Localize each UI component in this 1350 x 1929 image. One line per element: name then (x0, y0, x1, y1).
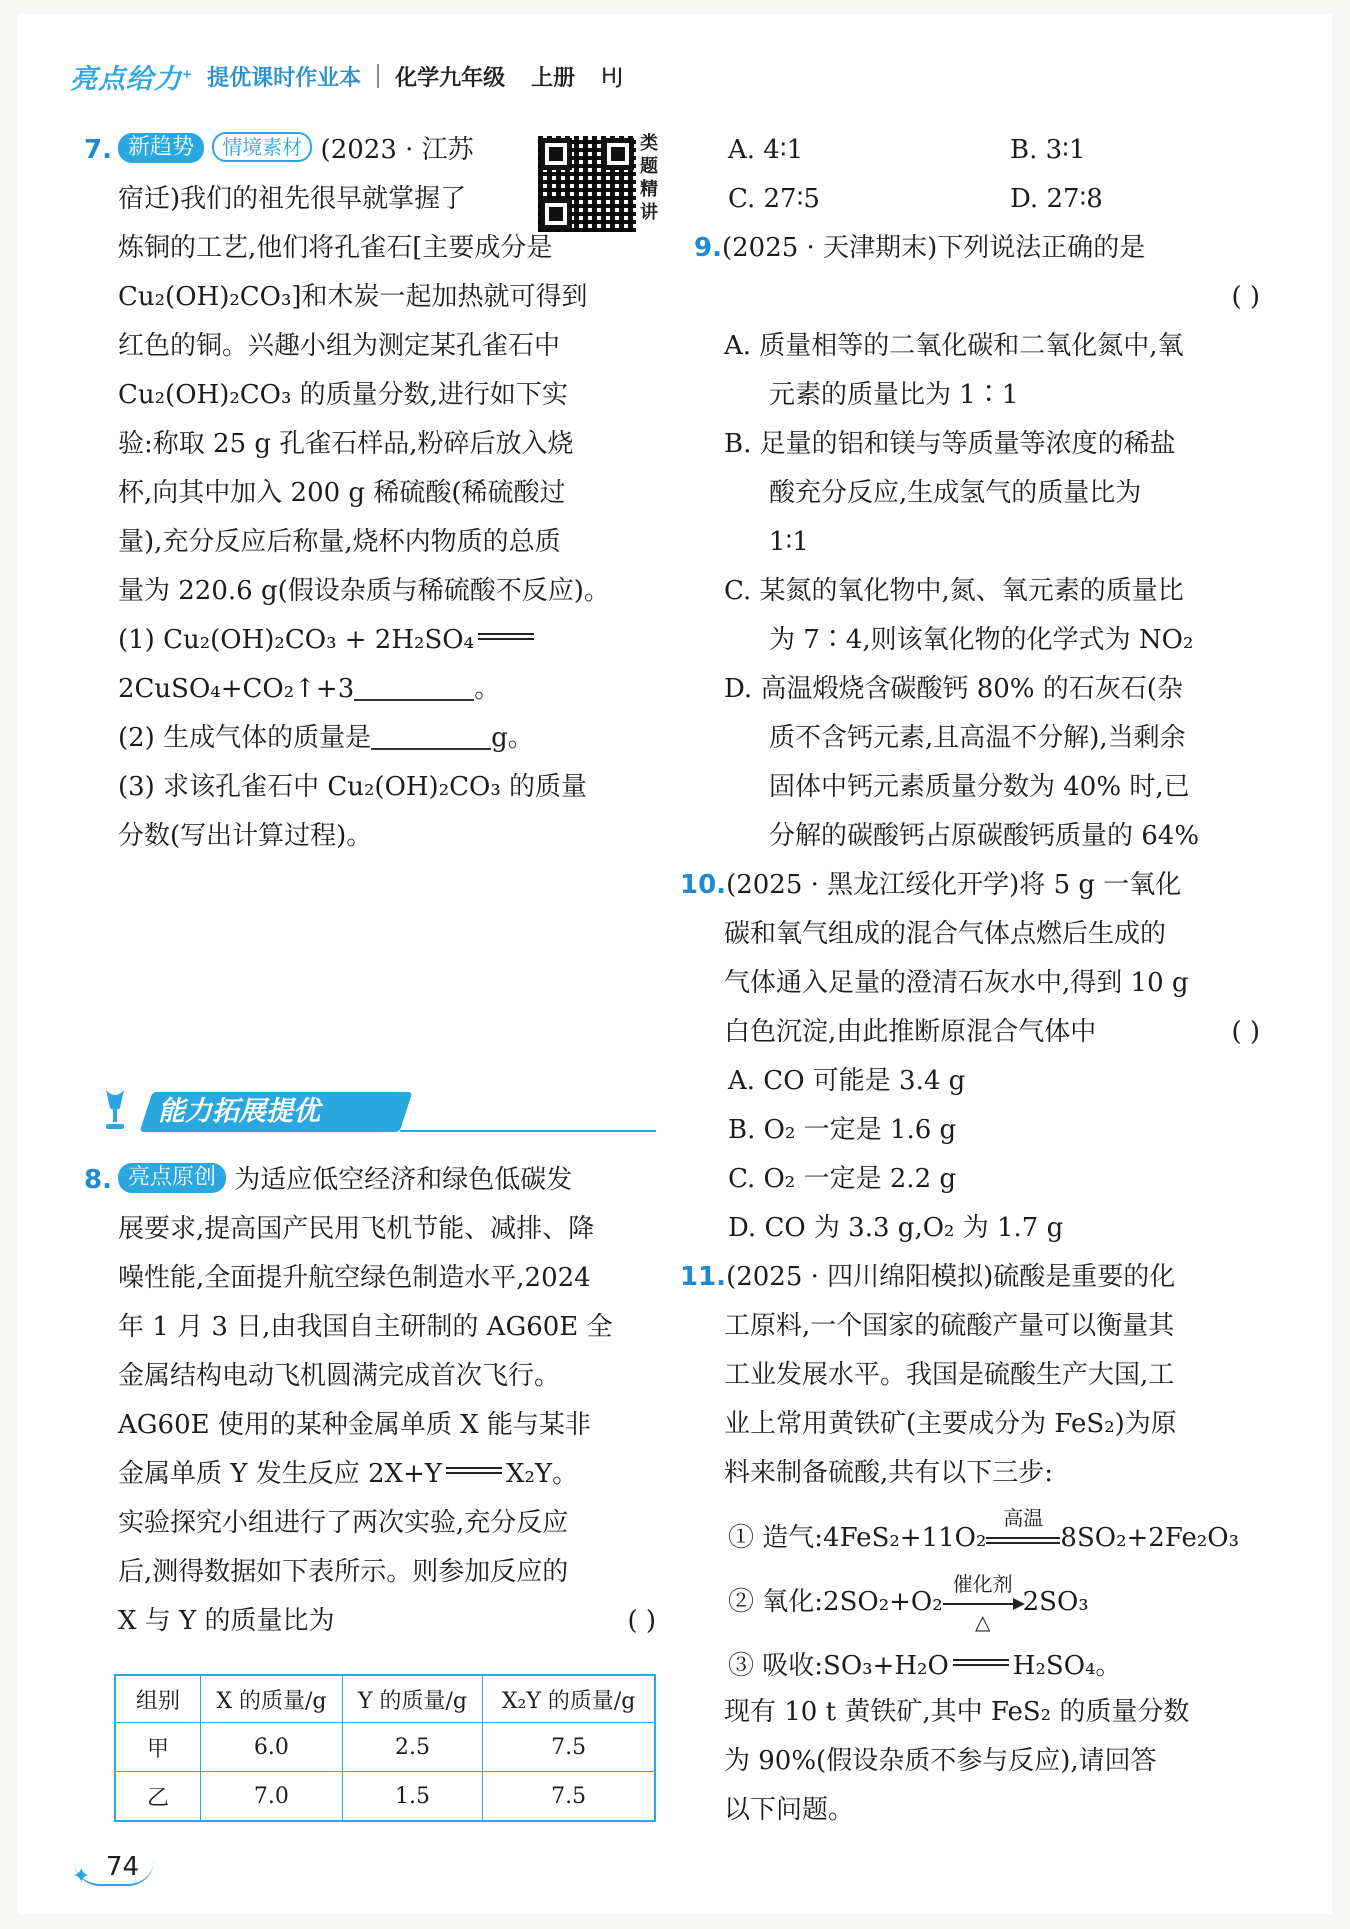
reaction-condition (943, 1572, 1023, 1634)
question-number: 7. (84, 135, 112, 165)
q7-line: 宿迁)我们的祖先很早就掌握了 (118, 184, 467, 214)
reaction-condition (986, 1506, 1060, 1544)
q9-option-d-cont: 固体中钙元素质量分数为 40% 时,已 (769, 772, 1190, 802)
q8-line: 年 1 月 3 日,由我国自主研制的 AG60E 全 (118, 1312, 613, 1342)
table-row (115, 1772, 655, 1822)
option-a[interactable]: A. 4∶1 (728, 135, 804, 165)
question-number: 9. (694, 233, 722, 263)
q9-option-d-cont: 质不含钙元素,且高温不分解),当剩余 (769, 723, 1186, 753)
step3-left: ③ 吸收:SO₃+H₂O (728, 1651, 949, 1681)
equation-right: 2CuSO₄+CO₂↑+3 (118, 674, 355, 704)
q8-line: 噪性能,全面提升航空绿色制造水平,2024 (118, 1263, 591, 1293)
q11-text: (2025 · 四川绵阳模拟)硫酸是重要的化 (726, 1262, 1176, 1292)
unit: g。 (491, 723, 534, 753)
q8-line: 展要求,提高国产民用飞机节能、减排、降 (118, 1214, 595, 1244)
q11-line: 工业发展水平。我国是硫酸生产大国,工 (724, 1360, 1175, 1390)
q7-line: 炼铜的工艺,他们将孔雀石[主要成分是 (118, 233, 553, 263)
star-icon: ✦ (72, 1864, 91, 1889)
page-header (70, 56, 623, 96)
question-number: 11. (680, 1262, 727, 1292)
q11-step2 (724, 1564, 1260, 1634)
arrow-icon (943, 1603, 1023, 1608)
q7-part1-cont (118, 665, 656, 714)
table-header: Y 的质量/g (342, 1675, 482, 1723)
answer-paren[interactable]: ( ) (627, 1606, 656, 1636)
heat-triangle-icon: △ (974, 1610, 991, 1634)
q8-line: AG60E 使用的某种金属单质 X 能与某非 (118, 1410, 591, 1440)
question-number: 8. (84, 1165, 112, 1195)
q9-paren-line (724, 273, 1260, 322)
equals-sign (953, 1659, 1009, 1666)
tag-context: 情境素材 (212, 132, 312, 162)
q7-line: 杯,向其中加入 200 g 稀硫酸(稀硫酸过 (118, 478, 566, 508)
table-header: 组别 (115, 1675, 201, 1723)
option-d[interactable]: D. 27∶8 (1010, 184, 1103, 214)
table-cell: 乙 (115, 1772, 201, 1822)
table-header: X₂Y 的质量/g (483, 1675, 655, 1723)
q8-text: 为适应低空经济和绿色低碳发 (234, 1165, 573, 1195)
table-cell: 7.5 (483, 1772, 655, 1822)
q11-step1 (724, 1498, 1260, 1564)
q11-tail: 现有 10 t 黄铁矿,其中 FeS₂ 的质量分数 (724, 1697, 1190, 1727)
condition-label: 高温 (1003, 1506, 1044, 1530)
q9-option-b-cont: 1∶1 (769, 527, 809, 557)
q9-option-d[interactable]: D. 高温煅烧含碳酸钙 80% 的石灰石(杂 (724, 674, 1183, 704)
step2-left: ② 氧化:2SO₂+O₂ (728, 1587, 943, 1617)
q8-options-row (724, 126, 1260, 175)
q7-line: 红色的铜。兴趣小组为测定某孔雀石中 (118, 331, 561, 361)
table-cell: 甲 (115, 1723, 201, 1772)
equation-right: X₂Y。 (505, 1459, 579, 1489)
step1-right: 8SO₂+2Fe₂O₃ (1060, 1523, 1240, 1553)
answer-blank[interactable] (371, 714, 491, 750)
right-column (680, 126, 1260, 1835)
q10-line: 碳和氧气组成的混合气体点燃后生成的 (724, 919, 1167, 949)
condition-label: 催化剂 (952, 1572, 1013, 1596)
table-cell: 6.0 (201, 1723, 343, 1772)
q10-option-b[interactable]: B. O₂ 一定是 1.6 g (728, 1115, 957, 1145)
q10-text: 白色沉淀,由此推断原混合气体中 (724, 1017, 1097, 1047)
q7-part2 (118, 714, 656, 763)
q7-line: 量),充分反应后称量,烧杯内物质的总质 (118, 527, 561, 557)
q9-option-b[interactable]: B. 足量的铝和镁与等质量等浓度的稀盐 (724, 429, 1176, 459)
table-cell: 7.5 (483, 1723, 655, 1772)
q11-tail: 为 90%(假设杂质不参与反应),请回答 (724, 1746, 1157, 1776)
table-cell: 2.5 (342, 1723, 482, 1772)
answer-paren[interactable]: ( ) (1231, 282, 1260, 312)
q9-option-d-cont: 分解的碳酸钙占原碳酸钙质量的 64% (769, 821, 1200, 851)
table-row (115, 1723, 655, 1772)
q8-options-row (724, 175, 1260, 224)
q7-line: Cu₂(OH)₂CO₃]和木炭一起加热就可得到 (118, 282, 588, 312)
page-number: 74 (106, 1852, 140, 1882)
part2-text: (2) 生成气体的质量是 (118, 723, 372, 753)
tag-original: 亮点原创 (118, 1163, 226, 1193)
option-b[interactable]: B. 3∶1 (1010, 135, 1086, 165)
q9-option-c[interactable]: C. 某氮的氧化物中,氮、氧元素的质量比 (724, 576, 1184, 606)
q8-line: 后,测得数据如下表所示。则参加反应的 (118, 1557, 569, 1587)
q9-option-a-cont: 元素的质量比为 1∶1 (769, 380, 1019, 410)
equals-sign (986, 1537, 1060, 1544)
qr-label: 类题精讲 (640, 133, 658, 223)
equals-sign (446, 1467, 502, 1474)
q9-option-b-cont: 酸充分反应,生成氢气的质量比为 (769, 478, 1142, 508)
q10-stem (680, 861, 1260, 910)
q7-line: 量为 220.6 g(假设杂质与稀硫酸不反应)。 (118, 576, 610, 606)
q11-line: 料来制备硫酸,共有以下三步: (724, 1458, 1054, 1488)
table-cell: 7.0 (201, 1772, 343, 1822)
equation-left: (1) Cu₂(OH)₂CO₃ + 2H₂SO₄ (118, 625, 474, 655)
header-divider (377, 64, 379, 88)
brand-logo: 亮点给力+ (70, 63, 194, 95)
q9-option-a[interactable]: A. 质量相等的二氧化碳和二氧化氮中,氧 (724, 331, 1184, 361)
q8-equation-line (118, 1450, 656, 1499)
table-header-row (115, 1675, 655, 1723)
q10-line: 气体通入足量的澄清石灰水中,得到 10 g (724, 968, 1189, 998)
edition-label: HJ (601, 64, 624, 88)
q10-option-c[interactable]: C. O₂ 一定是 2.2 g (728, 1164, 957, 1194)
q8-line (118, 1156, 656, 1205)
q8-block (84, 1156, 656, 1646)
equation-left: 金属单质 Y 发生反应 2X+Y (118, 1459, 442, 1489)
q11-line: 业上常用黄铁矿(主要成分为 FeS₂)为原 (724, 1409, 1177, 1439)
option-c[interactable]: C. 27∶5 (728, 184, 820, 214)
q7-part3: 分数(写出计算过程)。 (118, 821, 373, 851)
table-cell: 1.5 (342, 1772, 482, 1822)
q11-tail: 以下问题。 (724, 1795, 855, 1825)
question-number: 10. (680, 870, 727, 900)
tag-new-trend: 新趋势 (118, 133, 204, 163)
q8-last-line (118, 1597, 656, 1646)
q10-line (724, 1008, 1260, 1057)
section-rule (400, 1130, 656, 1132)
section-title: 能力拓展提优 (158, 1096, 320, 1127)
q7-line: Cu₂(OH)₂CO₃ 的质量分数,进行如下实 (118, 380, 568, 410)
grade-label: 化学九年级 (395, 65, 506, 91)
series-subtitle: 提优课时作业本 (207, 65, 362, 91)
equals-sign (478, 633, 534, 640)
q10-option-a[interactable]: A. CO 可能是 3.4 g (728, 1066, 966, 1096)
q9-text: (2025 · 天津期末)下列说法正确的是 (721, 233, 1146, 263)
q8-line: 实验探究小组进行了两次实验,充分反应 (118, 1508, 569, 1538)
q9-option-c-cont: 为 7∶4,则该氧化物的化学式为 NO₂ (769, 625, 1194, 655)
q7-text: (2023 · 江苏 (320, 135, 474, 165)
data-table (114, 1674, 656, 1822)
volume-label: 上册 (531, 65, 576, 91)
punct: 。 (474, 674, 501, 704)
answer-paren[interactable]: ( ) (1231, 1017, 1260, 1047)
trophy-icon (100, 1086, 130, 1132)
table-header: X 的质量/g (201, 1675, 343, 1723)
step3-right: H₂SO₄。 (1012, 1651, 1122, 1681)
section-banner (100, 1086, 656, 1136)
q11-line: 工原料,一个国家的硫酸产量可以衡量其 (724, 1311, 1175, 1341)
q7-part3: (3) 求该孔雀石中 Cu₂(OH)₂CO₃ 的质量 (118, 772, 588, 802)
q7-line: 验:称取 25 g 孔雀石样品,粉碎后放入烧 (118, 429, 574, 459)
step1-left: ① 造气:4FeS₂+11O₂ (728, 1523, 987, 1553)
q10-option-d[interactable]: D. CO 为 3.3 g,O₂ 为 1.7 g (728, 1213, 1064, 1243)
q11-stem (680, 1253, 1260, 1302)
q8-text: X 与 Y 的质量比为 (118, 1606, 335, 1636)
q11-step3 (724, 1630, 1260, 1688)
q8-line: 金属结构电动飞机圆满完成首次飞行。 (118, 1361, 561, 1391)
q10-text: (2025 · 黑龙江绥化开学)将 5 g 一氧化 (726, 870, 1182, 900)
step2-right: 2SO₃ (1022, 1587, 1089, 1617)
q7-line (118, 126, 656, 175)
q7-part1 (118, 616, 656, 665)
q9-stem (694, 224, 1260, 273)
left-column (84, 126, 656, 861)
answer-blank[interactable] (354, 665, 474, 701)
